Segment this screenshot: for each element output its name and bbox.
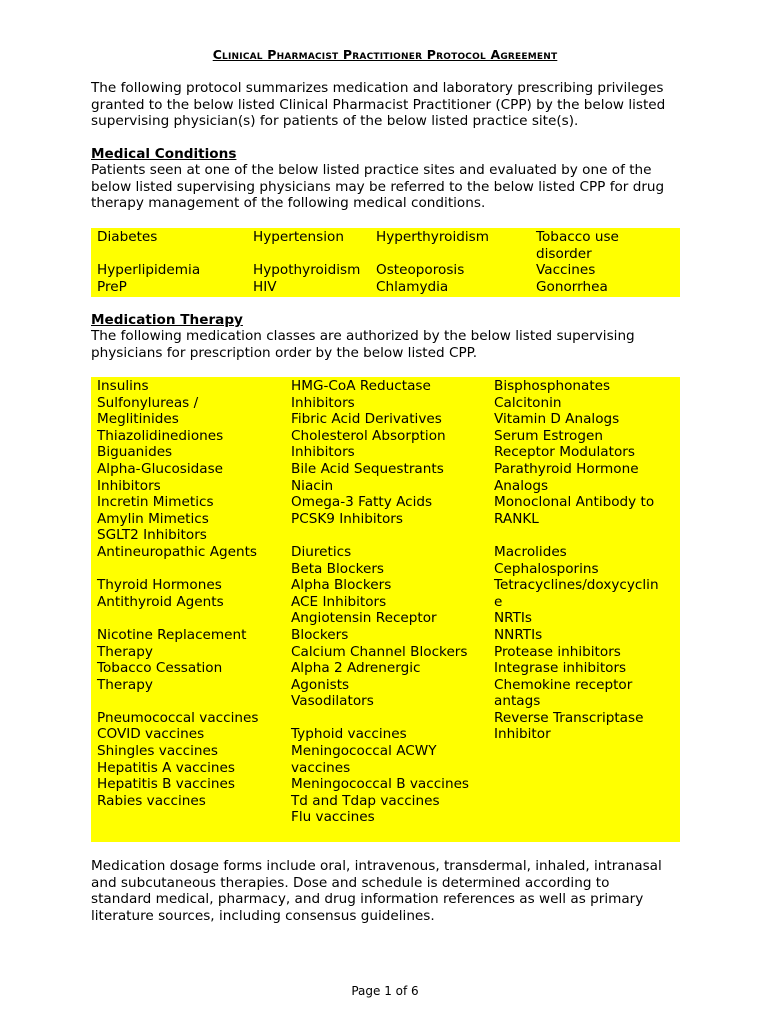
medication-class-line: Sulfonylureas / <box>97 394 199 411</box>
medication-class-line: Diuretics <box>291 543 352 560</box>
text-line: standard medical, pharmacy, and drug information references as well as primary <box>91 891 644 908</box>
medication-class-line: Td and Tdap vaccines <box>291 792 440 809</box>
medication-class-line: Meningococcal B vaccines <box>291 776 470 793</box>
medication-column-1 <box>97 378 258 809</box>
intro-paragraph <box>91 80 691 130</box>
medication-class-line: Vitamin D Analogs <box>494 411 620 428</box>
medication-class-line: Inhibitors <box>291 394 355 411</box>
medication-class-line: Macrolides <box>494 543 567 560</box>
medication-class-line: Niacin <box>291 477 334 494</box>
condition-cell: PreP <box>97 279 127 295</box>
medication-class-line: Alpha-Glucosidase <box>97 460 224 477</box>
medication-class-line: Antineuropathic Agents <box>97 543 258 560</box>
text-line: and subcutaneous therapies. Dose and schedule is determined according to <box>91 874 610 891</box>
condition-cell: Hypothyroidism <box>253 262 361 278</box>
medication-class-line: SGLT2 Inhibitors <box>97 527 207 544</box>
medication-class-line: Tetracyclines/doxycyclin <box>494 577 659 594</box>
medication-class-line: Parathyroid Hormone <box>494 460 639 477</box>
spacer-line <box>97 561 258 578</box>
medication-class-line: Inhibitors <box>291 444 355 461</box>
medication-class-line: Thyroid Hormones <box>97 577 222 594</box>
spacer-line <box>97 610 258 627</box>
medication-class-line: Cephalosporins <box>494 560 599 577</box>
text-line: The following protocol summarizes medication and laboratory prescribing privileges <box>91 80 664 96</box>
condition-cell: Tobacco use <box>536 229 619 245</box>
medication-class-line: Biguanides <box>97 444 173 461</box>
medication-class-line: antags <box>494 693 541 710</box>
text-line: physicians for prescription order by the below listed CPP. <box>91 344 478 361</box>
medication-class-line: Vasodilators <box>291 693 374 710</box>
text-line: The following medication classes are authorized by the below listed supervising <box>91 328 635 344</box>
condition-cell: disorder <box>536 246 592 262</box>
condition-cell: Gonorrhea <box>536 279 608 295</box>
spacer-line <box>494 527 659 544</box>
condition-cell: Osteoporosis <box>376 262 465 278</box>
medication-class-line: Hepatitis A vaccines <box>97 759 235 776</box>
medication-class-line: Amylin Mimetics <box>97 510 209 527</box>
condition-cell: Hyperlipidemia <box>97 262 201 278</box>
page-title: Clinical Pharmacist Practitioner Protocol Agreement <box>212 47 558 62</box>
medication-class-line: COVID vaccines <box>97 726 205 743</box>
medication-class-line: Alpha 2 Adrenergic <box>291 660 421 677</box>
conditions-paragraph <box>91 162 691 212</box>
condition-cell: Hypertension <box>253 229 344 245</box>
medication-class-line: Hepatitis B vaccines <box>97 776 235 793</box>
medication-column-3 <box>494 378 659 743</box>
medication-class-line: Nicotine Replacement <box>97 626 247 643</box>
conditions-heading: Medical Conditions <box>91 146 237 162</box>
medication-class-line: Antithyroid Agents <box>97 593 224 610</box>
medication-class-line: Blockers <box>291 626 349 643</box>
medication-class-line: Cholesterol Absorption <box>291 427 446 444</box>
text-line: literature sources, including consensus guidelines. <box>91 907 435 924</box>
medication-class-line: ACE Inhibitors <box>291 593 387 610</box>
condition-cell: Chlamydia <box>376 279 449 295</box>
medication-class-line: Receptor Modulators <box>494 444 635 461</box>
medication-class-line: NNRTIs <box>494 626 543 643</box>
medication-class-line: Meningococcal ACWY <box>291 743 437 760</box>
medication-class-line: Therapy <box>97 643 153 660</box>
medication-class-line: Beta Blockers <box>291 560 384 577</box>
spacer-line <box>291 527 469 544</box>
medication-class-line: Monoclonal Antibody to <box>494 494 655 511</box>
condition-cell: Vaccines <box>536 262 596 278</box>
medication-class-line: Meglitinides <box>97 411 179 428</box>
medication-class-line: Typhoid vaccines <box>291 726 407 743</box>
condition-cell: Hyperthyroidism <box>376 229 489 245</box>
text-line: below listed supervising physicians may be referred to the below listed CPP for drug <box>91 178 665 195</box>
medication-class-line: Fibric Acid Derivatives <box>291 411 442 428</box>
medication-class-line: NRTIs <box>494 610 533 627</box>
medication-class-line: Omega-3 Fatty Acids <box>291 494 433 511</box>
medication-class-line: PCSK9 Inhibitors <box>291 510 403 527</box>
spacer-line <box>291 710 469 727</box>
medication-class-line: Therapy <box>97 676 153 693</box>
condition-cell: HIV <box>253 279 277 295</box>
medication-class-line: Integrase inhibitors <box>494 660 627 677</box>
spacer-line <box>97 693 258 710</box>
text-line: supervising physician(s) for patients of the below listed practice site(s). <box>91 113 579 130</box>
medication-class-line: Tobacco Cessation <box>97 660 223 677</box>
medication-class-line: e <box>494 593 503 610</box>
text-line: Patients seen at one of the below listed practice sites and evaluated by one of the <box>91 162 652 178</box>
medication-class-line: Bisphosphonates <box>494 378 611 394</box>
medication-class-line: HMG-CoA Reductase <box>291 378 431 394</box>
medication-class-line: Inhibitors <box>97 477 161 494</box>
therapy-heading: Medication Therapy <box>91 312 243 328</box>
dosage-paragraph <box>91 858 691 924</box>
medication-class-line: Alpha Blockers <box>291 577 392 594</box>
medication-class-line: Analogs <box>494 477 549 494</box>
medication-class-line: Agonists <box>291 676 350 693</box>
medication-class-line: Calcitonin <box>494 394 562 411</box>
medication-class-line: Reverse Transcriptase <box>494 709 644 726</box>
medication-class-line: Flu vaccines <box>291 809 375 826</box>
text-line: therapy management of the following medical conditions. <box>91 195 486 212</box>
medication-class-line: RANKL <box>494 510 539 527</box>
condition-cell: Diabetes <box>97 229 158 245</box>
medication-class-line: Inhibitor <box>494 726 551 743</box>
medication-class-line: Angiotensin Receptor <box>291 610 437 627</box>
medication-class-line: Pneumococcal vaccines <box>97 709 259 726</box>
text-line: granted to the below listed Clinical Pharmacist Practitioner (CPP) by the below listed <box>91 96 666 113</box>
medication-class-line: Calcium Channel Blockers <box>291 643 468 660</box>
page-number: Page 1 of 6 <box>351 984 419 998</box>
medication-class-line: Chemokine receptor <box>494 676 633 693</box>
medication-class-line: Thiazolidinediones <box>97 427 224 444</box>
medication-class-line: Bile Acid Sequestrants <box>291 460 444 477</box>
medication-class-line: Insulins <box>97 378 149 394</box>
text-line: Medication dosage forms include oral, intravenous, transdermal, inhaled, intranasal <box>91 858 662 874</box>
medication-class-line: vaccines <box>291 759 351 776</box>
medication-class-line: Serum Estrogen <box>494 427 603 444</box>
medication-column-2 <box>291 378 469 826</box>
medication-class-line: Shingles vaccines <box>97 743 218 760</box>
medication-class-line: Protease inhibitors <box>494 643 621 660</box>
medication-class-line: Rabies vaccines <box>97 792 206 809</box>
therapy-paragraph <box>91 328 691 361</box>
medication-class-line: Incretin Mimetics <box>97 494 214 511</box>
